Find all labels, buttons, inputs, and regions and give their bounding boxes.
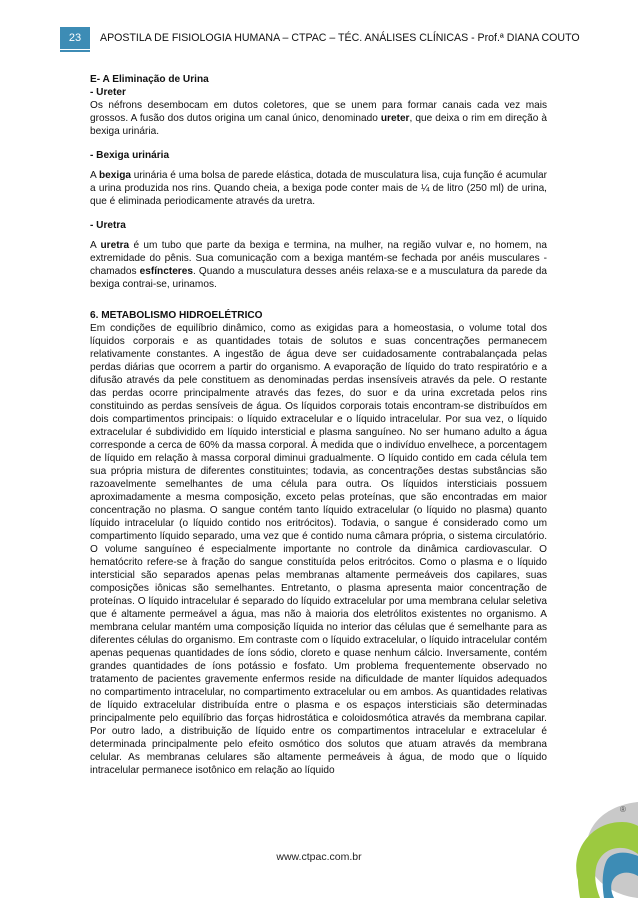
paragraph-ureter: Os néfrons desembocam em dutos coletores, que se unem para formar canais cada vez mais grossos. A fusão dos dutos origina um canal único, denominado ureter, que deixa o rim em direção à bexiga urinária. [90,100,547,137]
registered-mark: ® [620,805,626,814]
term-esfincteres: esfíncteres [139,266,193,277]
subsection-title-ureter: - Ureter [90,87,126,98]
paragraph-uretra: A uretra é um tubo que parte da bexiga e termina, na mulher, na região vulvar e, no homem, na extremidade do pênis. Sua comunicação com a bexiga mantém-se fechada por anéis musculares - chamados esfíncteres. Quando a musculatura desses anéis relaxa-se e a musculatura da parede da bexiga contrai-se, urinamos. [90,240,547,290]
subsection-title-bexiga: - Bexiga urinária [90,150,170,161]
section-title-elimination: E- A Eliminação de Urina [90,74,209,85]
header-accent-line [60,50,90,52]
paragraph-bexiga: A bexiga urinária é uma bolsa de parede elástica, dotada de musculatura lisa, cuja função é acumular a urina produzida nos rins. Quando cheia, a bexiga pode conter mais de ¼ de litro (250 ml) de urina, que é eliminada periodicamente através da uretra. [90,170,547,207]
term-bexiga: bexiga [99,170,131,181]
footer-url: www.ctpac.com.br [276,851,362,863]
term-uretra: uretra [100,240,130,251]
section-title-metabolismo: 6. METABOLISMO HIDROELÉTRICO [90,310,263,321]
page-header [60,27,580,53]
subsection-title-uretra: - Uretra [90,220,126,231]
document-body [90,73,547,777]
ctpac-logo-icon [560,792,638,903]
header-title: APOSTILA DE FISIOLOGIA HUMANA – CTPAC – TÉC. ANÁLISES CLÍNICAS - Prof.ª DIANA COUTO [100,32,580,44]
paragraph-metabolismo: Em condições de equilíbrio dinâmico, como as exigidas para a homeostasia, o volume total dos líquidos corporais e as quantidades totais de solutos e suas concentrações permanecem relativamente constantes. A ingestão de água deve ser cuidadosamente contrabalançada pelas perdas diárias que ocorrem a partir do organismo. A evaporação de líquido do trato respiratório e a difusão através da pele constituem as denominadas perdas insensíveis através da pele. O restante das perdas ocorre principalmente através das fezes, do suor e da urina excretada pelos rins constituindo as perdas sensíveis de água. Os líquidos corporais totais encontram-se distribuídos em dois compartimentos principais: o líquido extracelular e o líquido intracelular. Por sua vez, o líquido extracelular é subdividido em líquido intersticial e plasma sanguíneo. No ser humano adulto a água corresponde a cerca de 60% da massa corporal. À medida que o indivíduo envelhece, a porcentagem de líquido em relação à massa corporal diminui gradualmente. O líquido contido em cada célula tem sua própria mistura de diferentes constituintes; todavia, as concentrações destas substâncias são razoavelmente semelhantes de uma célula para outra. Os líquidos intersticiais possuem aproximadamente a mesma composição, exceto pelas proteínas, que são encontradas em maior concentração no plasma. O sangue contém tanto líquido extracelular (o líquido no plasma) quanto líquido intracelular (o líquido contido nos eritrócitos). Todavia, o sangue é considerado como um compartimento líquido separado, uma vez que é contido numa câmara própria, o sistema circulatório. O volume sanguíneo é especialmente importante no controle da dinâmica cardiovascular. O hematócrito refere-se à fração do sangue constituída pelos eritrócitos. Como o plasma e o líquido intersticial são separados apenas pelas membranas altamente permeáveis dos capilares, suas composições iônicas são semelhantes. Entretanto, o plasma apresenta maior concentração de proteínas. O líquido intracelular é separado do líquido extracelular por uma membrana celular seletiva que é altamente permeável a água, mas não à maioria dos eletrólitos existentes no organismo. A membrana celular mantém uma composição líquida no interior das células que é semelhante para as diferentes células do organismo. Em contraste com o líquido extracelular, o líquido intracelular contém apenas pequenas quantidades de íons sódio, cloreto e quase nenhum cálcio. Inversamente, contém grandes quantidades de íons potássio e fosfato. Um problema frequentemente observado no tratamento de pacientes gravemente enfermos reside na dificuldade de manter líquidos adequados no compartimento intracelular, no compartimento extracelular ou em ambos. As quantidades relativas de líquido extracelular distribuída entre o plasma e os espaços intersticiais são determinadas principalmente pelo equilíbrio das forças hidrostática e coloidosmótica através da membrana capilar. Por outro lado, a distribuição de líquido entre os compartimentos intracelular e extracelular é determinada principalmente pelo efeito osmótico dos solutos que atuam através da membrana celular. As membranas celulares são altamente permeáveis à água, de modo que o líquido intracelular permanece isotônico em relação ao líquido [90,323,547,776]
page-number: 23 [60,27,90,49]
term-ureter: ureter [380,113,410,124]
